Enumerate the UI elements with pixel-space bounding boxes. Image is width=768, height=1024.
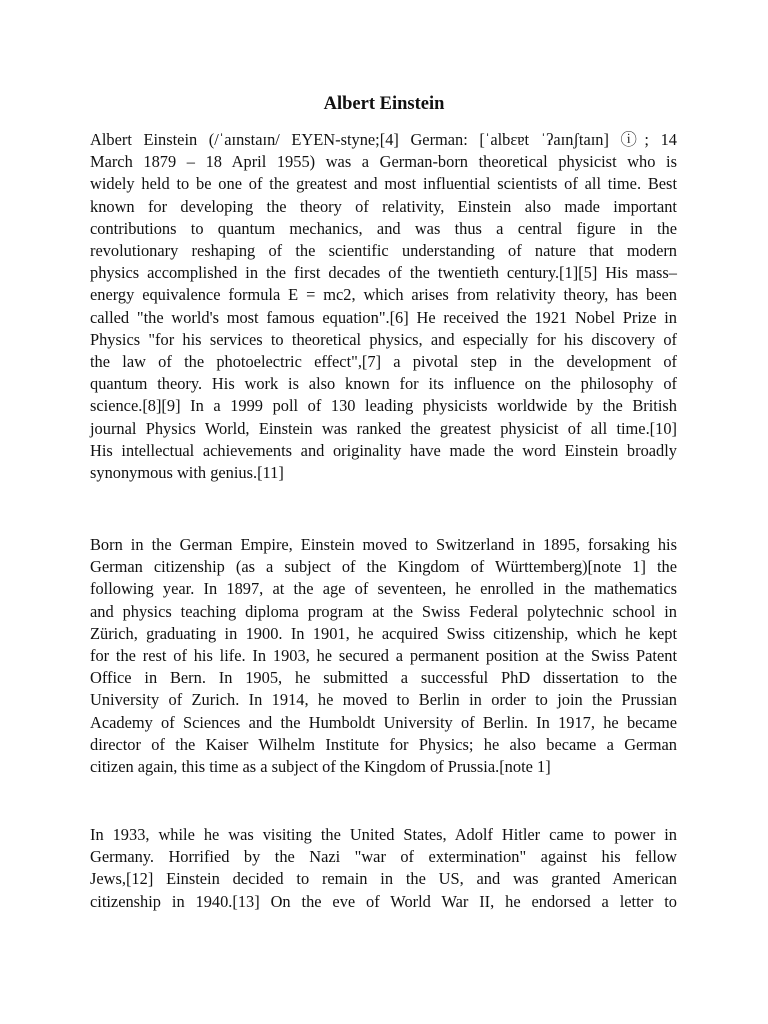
text-line: March 1879 – 18 April 1955) was a German-born theoretical physicist who is	[90, 152, 677, 172]
text-line: physics accomplished in the first decades of the twentieth century.[1][5] His mass–	[90, 263, 677, 283]
text-line: Office in Bern. In 1905, he submitted a successful PhD dissertation to the	[90, 668, 677, 688]
text-line: for the rest of his life. In 1903, he secured a permanent position at the Swiss Patent	[90, 646, 677, 666]
page-title: Albert Einstein	[323, 94, 445, 114]
text-line: the law of the photoelectric effect",[7] a pivotal step in the development of	[90, 352, 677, 372]
paragraph-early-life	[90, 534, 677, 778]
text-line: Born in the German Empire, Einstein moved to Switzerland in 1895, forsaking his	[90, 535, 677, 554]
text-line: Albert Einstein (/ˈaɪnstaɪn/ EYEN-styne;[4] German: [ˈalbɛɐt ˈʔaɪnʃtaɪn] ⓘ; 14	[90, 130, 677, 149]
text-line: widely held to be one of the greatest and most influential scientists of all time. Best	[90, 174, 677, 194]
text-line: revolutionary reshaping of the scientific understanding of nature that modern	[90, 241, 677, 261]
text-line: Zürich, graduating in 1900. In 1901, he acquired Swiss citizenship, which he kept	[90, 623, 677, 643]
text-line: synonymous with genius.[11]	[90, 463, 284, 483]
text-line: journal Physics World, Einstein was ranked the greatest physicist of all time.[10]	[90, 418, 677, 438]
text-line: University of Zurich. In 1914, he moved to Berlin in order to join the Prussian	[90, 690, 677, 710]
text-line: Germany. Horrified by the Nazi "war of extermination" against his fellow	[90, 847, 677, 867]
text-line: quantum theory. His work is also known for its influence on the philosophy of	[90, 374, 677, 394]
text-line: Physics "for his services to theoretical physics, and especially for his discovery of	[90, 329, 677, 349]
text-line: His intellectual achievements and originality have made the word Einstein broadly	[90, 440, 677, 460]
text-line: following year. In 1897, at the age of seventeen, he enrolled in the mathematics	[90, 579, 677, 599]
text-line: citizen again, this time as a subject of the Kingdom of Prussia.[note 1]	[90, 757, 551, 777]
text-line: director of the Kaiser Wilhelm Institute for Physics; he also became a German	[90, 734, 677, 754]
text-line: In 1933, while he was visiting the United States, Adolf Hitler came to power in	[90, 825, 677, 844]
text-line: citizenship in 1940.[13] On the eve of World War II, he endorsed a letter to	[90, 891, 677, 911]
text-line: Academy of Sciences and the Humboldt University of Berlin. In 1917, he became	[90, 712, 677, 732]
text-line: Jews,[12] Einstein decided to remain in the US, and was granted American	[90, 869, 677, 889]
text-line: known for developing the theory of relativity, Einstein also made important	[90, 196, 677, 216]
paragraph-intro	[90, 129, 677, 484]
text-line: science.[8][9] In a 1999 poll of 130 leading physicists worldwide by the British	[90, 396, 677, 416]
text-line: called "the world's most famous equation".[6] He received the 1921 Nobel Prize in	[90, 307, 677, 327]
text-line: and physics teaching diploma program at the Swiss Federal polytechnic school in	[90, 601, 677, 621]
paragraph-emigration	[90, 824, 677, 913]
text-line: energy equivalence formula E = mc2, which arises from relativity theory, has been	[90, 285, 677, 305]
text-line: contributions to quantum mechanics, and was thus a central figure in the	[90, 218, 677, 238]
text-line: German citizenship (as a subject of the Kingdom of Württemberg)[note 1] the	[90, 557, 677, 577]
